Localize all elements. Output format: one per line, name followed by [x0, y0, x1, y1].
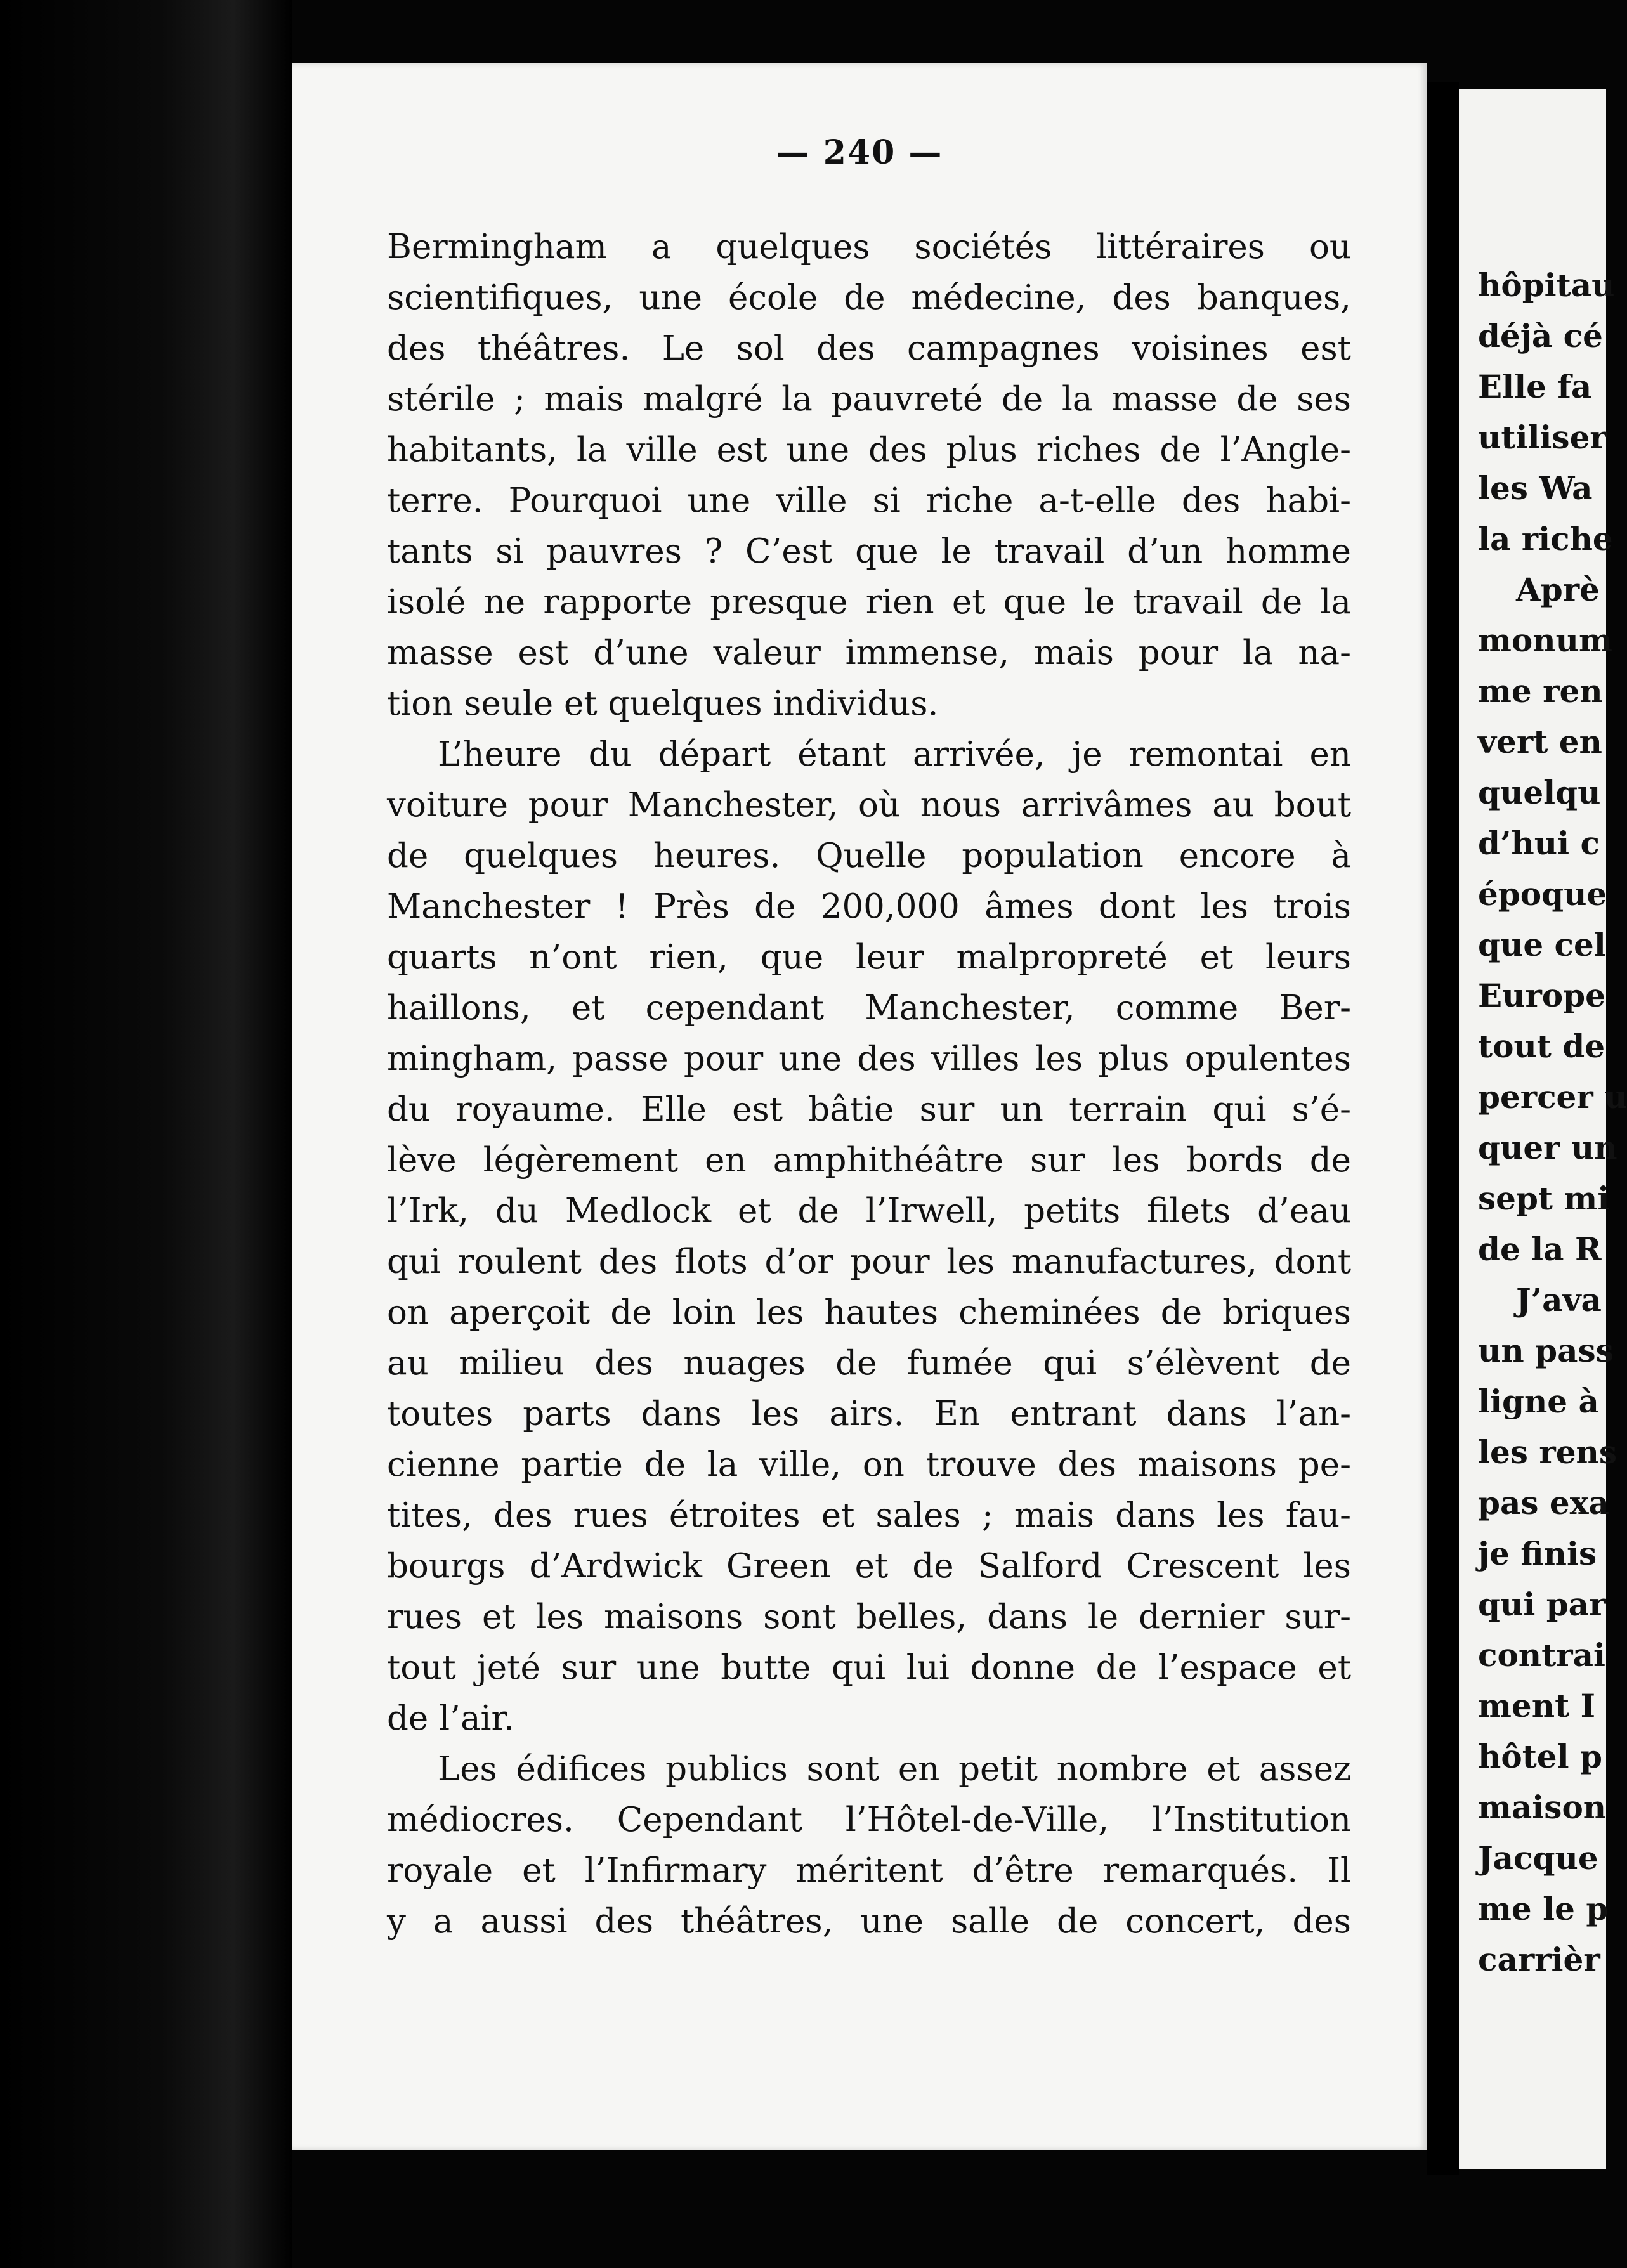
text-line: bourgs d’Ardwick Green et de Salford Crescent les	[387, 1547, 1351, 1586]
facing-page-fragment	[1459, 89, 1627, 2169]
text-line: les Wa	[1478, 469, 1593, 507]
text-line: Europe	[1478, 977, 1605, 1014]
text-line: sept mi	[1478, 1180, 1610, 1217]
text-line: tites, des rues étroites et sales ; mais dans les fau-	[387, 1496, 1351, 1535]
text-line: déjà cé	[1478, 317, 1603, 355]
text-line: Jacque	[1478, 1839, 1598, 1877]
text-line: tout jeté sur une butte qui lui donne de l’espace et	[387, 1648, 1351, 1687]
text-line: scientifiques, une école de médecine, des banques,	[387, 278, 1351, 317]
text-line: percer u	[1478, 1078, 1627, 1116]
text-line: contrai	[1478, 1636, 1605, 1674]
text-line: tion seule et quelques individus.	[387, 684, 939, 723]
text-line: on aperçoit de loin les hautes cheminées de briques	[387, 1293, 1351, 1332]
text-line: tants si pauvres ? C’est que le travail d’un homme	[387, 532, 1351, 571]
text-line: cienne partie de la ville, on trouve des maisons pe-	[387, 1445, 1351, 1484]
text-line: utiliser	[1478, 419, 1607, 456]
book-page	[292, 63, 1427, 2150]
text-line: Aprè	[1516, 571, 1600, 608]
text-line: terre. Pourquoi une ville si riche a-t-elle des habi-	[387, 481, 1351, 520]
text-line: qui par	[1478, 1586, 1606, 1623]
main-text	[387, 222, 1351, 1947]
text-line: vert en	[1478, 723, 1602, 760]
text-line: carrièr	[1478, 1941, 1600, 1978]
text-line: tout de	[1478, 1027, 1605, 1065]
text-line: de quelques heures. Quelle population encore à	[387, 837, 1351, 875]
text-line: habitants, la ville est une des plus riches de l’Angle-	[387, 431, 1351, 469]
text-line: maison	[1478, 1789, 1607, 1826]
text-line: au milieu des nuages de fumée qui s’élèvent de	[387, 1344, 1351, 1383]
text-line: Les édifices publics sont en petit nombre et assez	[438, 1750, 1351, 1789]
text-line: Manchester ! Près de 200,000 âmes dont les trois	[387, 887, 1351, 926]
text-line: L’heure du départ étant arrivée, je remontai en	[438, 735, 1351, 774]
text-line: quarts n’ont rien, que leur malpropreté et leurs	[387, 938, 1351, 977]
text-line: les rens	[1478, 1433, 1617, 1471]
text-line: je finis	[1478, 1535, 1597, 1572]
text-line: isolé ne rapporte presque rien et que le travail de la	[387, 583, 1351, 622]
text-line: que cel	[1478, 926, 1606, 963]
text-line: me ren	[1478, 672, 1603, 710]
text-line: me le p	[1478, 1890, 1609, 1927]
text-line: des théâtres. Le sol des campagnes voisines est	[387, 329, 1351, 368]
text-line: du royaume. Elle est bâtie sur un terrain qui s’é-	[387, 1090, 1351, 1129]
text-line: la riche	[1478, 520, 1613, 557]
text-line: rues et les maisons sont belles, dans le dernier sur-	[387, 1598, 1351, 1636]
text-line: qui roulent des flots d’or pour les manufactures, dont	[387, 1242, 1351, 1281]
text-line: Bermingham a quelques sociétés littéraires ou	[387, 228, 1351, 266]
text-line: ligne à	[1478, 1383, 1599, 1420]
page-number: — 240 —	[776, 133, 943, 172]
text-line: voiture pour Manchester, où nous arrivâmes au bout	[387, 786, 1351, 824]
text-line: époque	[1478, 875, 1607, 913]
text-line: lève légèrement en amphithéâtre sur les bords de	[387, 1141, 1351, 1180]
text-line: masse est d’une valeur immense, mais pour la na-	[387, 634, 1351, 672]
facing-page-text	[1478, 260, 1627, 1985]
text-line: quer un	[1478, 1129, 1617, 1166]
text-line: de l’air.	[387, 1699, 514, 1738]
text-line: médiocres. Cependant l’Hôtel-de-Ville, l’Institution	[387, 1801, 1351, 1839]
book-gutter	[1427, 82, 1459, 2175]
scan-left-margin	[0, 0, 292, 2268]
text-line: hôtel p	[1478, 1738, 1602, 1775]
text-line: monum	[1478, 622, 1612, 659]
text-line: mingham, passe pour une des villes les plus opulentes	[387, 1040, 1351, 1078]
text-line: toutes parts dans les airs. En entrant dans l’an-	[387, 1395, 1351, 1433]
text-line: y a aussi des théâtres, une salle de concert, des	[387, 1902, 1351, 1941]
text-line: haillons, et cependant Manchester, comme Ber-	[387, 989, 1351, 1027]
text-line: J’ava	[1516, 1281, 1602, 1319]
text-line: de la R	[1478, 1230, 1602, 1268]
text-line: un pass	[1478, 1332, 1614, 1369]
text-line: hôpitau	[1478, 266, 1615, 304]
text-line: quelqu	[1478, 774, 1601, 811]
text-line: pas exa	[1478, 1484, 1609, 1522]
text-line: ment I	[1478, 1687, 1595, 1724]
text-line: l’Irk, du Medlock et de l’Irwell, petits filets d’eau	[387, 1192, 1351, 1230]
text-line: stérile ; mais malgré la pauvreté de la masse de ses	[387, 380, 1351, 419]
text-line: Elle fa	[1478, 368, 1592, 405]
text-line: d’hui c	[1478, 824, 1600, 862]
text-line: royale et l’Infirmary méritent d’être remarqués. Il	[387, 1851, 1351, 1890]
